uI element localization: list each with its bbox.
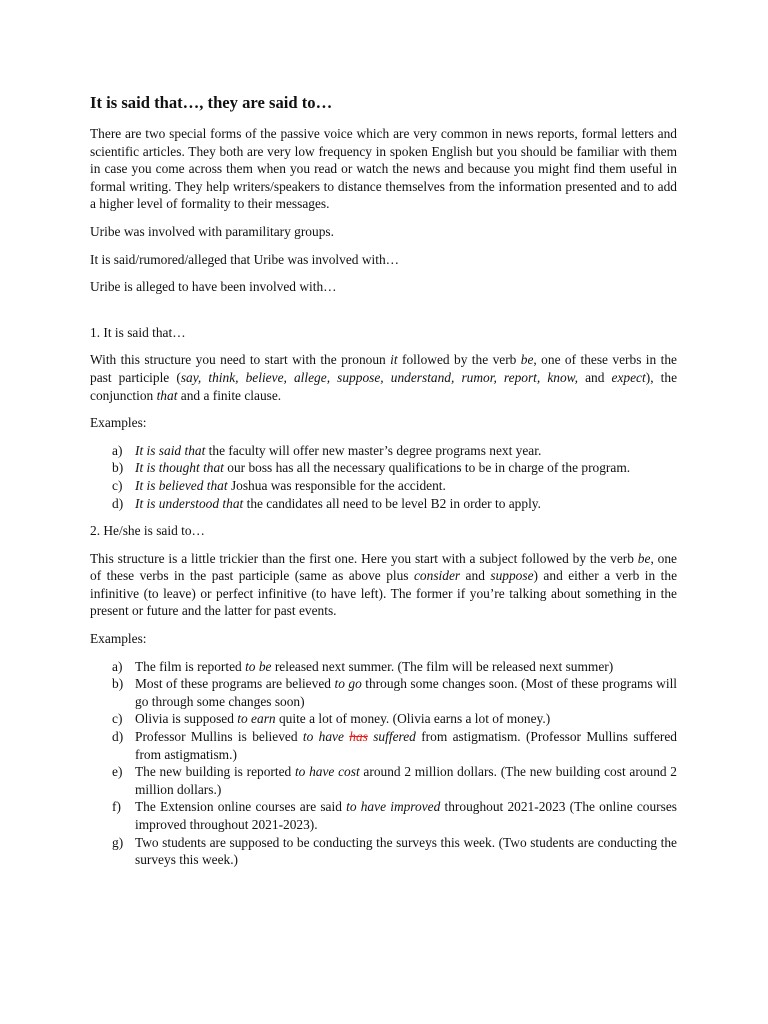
- example-item: [90, 495, 677, 513]
- example-item: [90, 459, 677, 477]
- italic-phrase: to be: [245, 658, 272, 674]
- italic-phrase: to go: [334, 676, 362, 692]
- example-item: [90, 477, 677, 495]
- example-item: [90, 658, 677, 676]
- italic-phrase: It is said that: [135, 442, 206, 458]
- text-run: Two students are supposed to be conducting the surveys this week. (Two students are conducting the surveys this week.): [135, 834, 677, 868]
- example-label: c): [112, 711, 123, 727]
- text-run: around 2 million dollars. (The new building cost around 2 million dollars.): [135, 764, 678, 797]
- text-run: the faculty will offer new master’s degree programs next year.: [205, 442, 542, 458]
- text-run: The new building is reported: [135, 764, 295, 780]
- text-run: ), the conjunction: [90, 369, 678, 403]
- text-run: The Extension online courses are said: [135, 799, 347, 815]
- italic-phrase: It is believed that: [135, 477, 228, 493]
- example-label: a): [112, 658, 123, 674]
- example-label: g): [112, 834, 124, 850]
- text-run: and a finite clause.: [177, 387, 282, 403]
- example-item: [90, 728, 677, 763]
- text-run: from astigmatism. (Professor Mullins suffered from astigmatism.): [135, 729, 677, 762]
- page-title: It is said that…, they are said to…: [90, 93, 333, 112]
- italic-phrase: to earn: [237, 711, 276, 727]
- text-run: and: [460, 568, 491, 584]
- italic-phrase: suppose: [490, 568, 534, 584]
- section2-examples-list: [90, 658, 677, 869]
- text-run: Professor Mullins is believed: [135, 729, 303, 745]
- sample-sentence-3: Uribe is alleged to have been involved with…: [90, 279, 337, 295]
- text-run: the candidates all need to be level B2 in order to apply.: [243, 495, 541, 511]
- text-run: This structure is a little trickier than the first one. Here you start with a subject followed by the verb: [90, 550, 638, 566]
- text-run: throughout 2021-2023 (The online courses improved throughout 2021-2023).: [135, 799, 677, 832]
- example-item: [90, 675, 677, 710]
- italic-phrase: to have improved: [346, 799, 441, 815]
- italic-phrase: that: [156, 387, 178, 403]
- text-run: and: [577, 369, 612, 385]
- italic-phrase: It is thought that: [135, 460, 224, 476]
- sample-sentence-2: It is said/rumored/alleged that Uribe was involved with…: [90, 251, 400, 267]
- text-run: released next summer. (The film will be released next summer): [271, 658, 614, 674]
- italic-phrase: be: [520, 352, 534, 368]
- italic-phrase: consider: [413, 568, 461, 584]
- text-run: quite a lot of money. (Olivia earns a lot of money.): [275, 711, 551, 727]
- text-run: The film is reported: [135, 658, 246, 674]
- section2-examples-label: Examples:: [90, 631, 147, 647]
- text-run: our boss has all the necessary qualifications to be in charge of the program.: [223, 460, 631, 476]
- example-label: d): [112, 729, 124, 745]
- sample-sentence-1: Uribe was involved with paramilitary groups.: [90, 223, 334, 239]
- text-run: ) and either a verb in the infinitive (to leave) or perfect infinitive (to have left). The former if you’re talking about something in the present or future and the latter for past events.: [90, 568, 678, 619]
- text-run: Joshua was responsible for the accident.: [227, 477, 446, 493]
- italic-phrase: suffered: [373, 729, 416, 745]
- italic-phrase: it: [390, 352, 398, 368]
- italic-phrase: to have: [302, 729, 344, 745]
- italic-phrase: be: [637, 550, 651, 566]
- text-run: , one of these verbs in the past participle (: [90, 352, 677, 385]
- example-item: [90, 763, 677, 798]
- intro-paragraph: There are two special forms of the passive voice which are very common in news reports, formal letters and scientific articles. They both are very low frequency in spoken English but you should be familiar with them in case you come across them when you read or watch the news and because you might find them useful in formal writing. They help writers/speakers to distance themselves from the information presented and to add a higher level of formality to their messages.: [90, 126, 677, 212]
- example-label: a): [112, 442, 123, 458]
- section2-heading: 2. He/she is said to…: [90, 523, 205, 539]
- example-label: b): [112, 460, 124, 476]
- text-run: through some changes soon. (Most of these programs will go through some changes soon): [135, 676, 678, 709]
- document-page: [90, 92, 677, 879]
- example-item: [90, 834, 677, 869]
- italic-phrase: expect: [611, 369, 646, 385]
- section1-examples-label: Examples:: [90, 415, 147, 431]
- example-label: b): [112, 676, 124, 692]
- italic-phrase: say, think, believe, allege, suppose, understand, rumor, report, know,: [180, 369, 578, 385]
- text-run: Olivia is supposed: [135, 711, 238, 727]
- text-run: Most of these programs are believed: [135, 676, 335, 692]
- example-label: f): [112, 799, 121, 815]
- struck-word: has: [349, 729, 368, 745]
- section1-examples-list: [90, 442, 677, 512]
- italic-phrase: to have cost: [294, 764, 360, 780]
- italic-phrase: It is understood that: [135, 495, 244, 511]
- example-item: [90, 798, 677, 833]
- text-run: , one of these verbs in the past participle (same as above plus: [90, 550, 677, 584]
- section2-body: [90, 550, 677, 620]
- example-label: e): [112, 764, 123, 780]
- example-label: c): [112, 477, 123, 493]
- text-run: followed by the verb: [397, 352, 521, 368]
- section1-heading: 1. It is said that…: [90, 324, 186, 340]
- example-label: d): [112, 495, 124, 511]
- text-run: With this structure you need to start with the pronoun: [90, 352, 391, 368]
- section1-body: [90, 351, 677, 404]
- example-item: [90, 710, 677, 728]
- example-item: [90, 442, 677, 460]
